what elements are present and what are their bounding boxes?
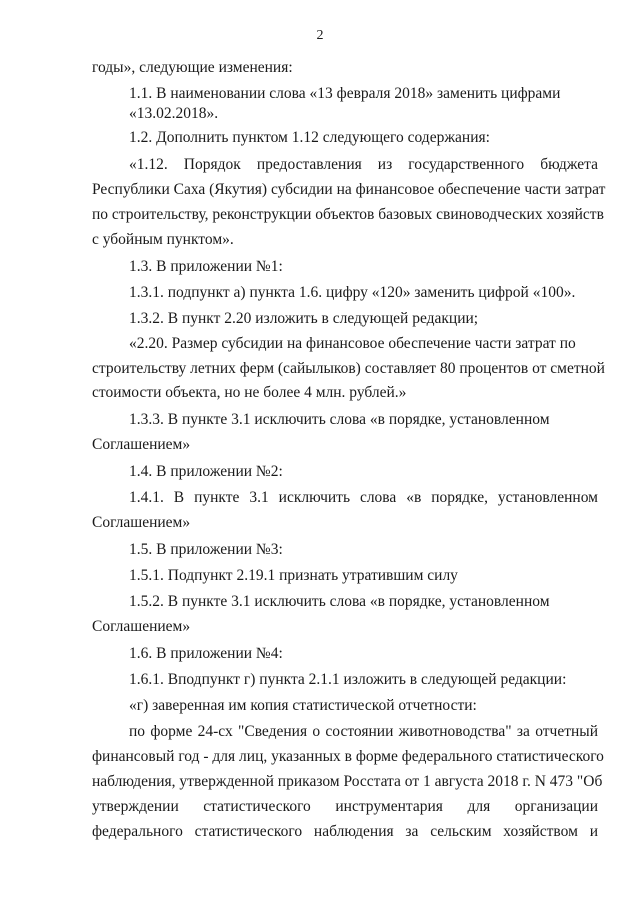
text-line: 1.5. В приложении №3: — [129, 541, 283, 558]
text-line: 1.1. В наименовании слова «13 февраля 2018» заменить цифрами — [129, 85, 561, 102]
text-line: 1.4. В приложении №2: — [129, 463, 283, 480]
text-line: наблюдения, утвержденной приказом Росстата от 1 августа 2018 г. N 473 "Об — [92, 773, 603, 790]
text-line: по строительству, реконструкции объектов базовых свиноводческих хозяйств — [92, 206, 604, 223]
text-line: утверждении статистического инструментария для организации — [92, 798, 598, 815]
text-line: Соглашением» — [92, 514, 191, 531]
text-line: 1.5.1. Подпункт 2.19.1 признать утратившим силу — [129, 567, 458, 584]
text-line: 1.3. В приложении №1: — [129, 258, 283, 275]
text-line: 1.5.2. В пункте 3.1 исключить слова «в порядке, установленном — [129, 593, 550, 610]
text-line: строительству летних ферм (сайылыков) составляет 80 процентов от сметной — [92, 360, 605, 377]
text-line: 1.3.1. подпункт а) пункта 1.6. цифру «120» заменить цифрой «100». — [129, 284, 576, 301]
text-line: годы», следующие изменения: — [92, 59, 293, 76]
text-line: Соглашением» — [92, 618, 191, 635]
text-line: «г) заверенная им копия статистической отчетности: — [129, 697, 477, 714]
text-line: 1.3.2. В пункт 2.20 изложить в следующей редакции; — [129, 310, 479, 327]
text-line: с убойным пунктом». — [92, 231, 234, 248]
text-line: 1.3.3. В пункте 3.1 исключить слова «в порядке, установленном — [129, 411, 550, 428]
text-line: стоимости объекта, но не более 4 млн. рублей.» — [92, 384, 407, 401]
text-line: по форме 24-сх "Сведения о состоянии животноводства" за отчетный — [129, 723, 598, 740]
text-line: 1.6. В приложении №4: — [129, 645, 283, 662]
text-line: Соглашением» — [92, 436, 191, 453]
text-line: 1.6.1. Вподпункт г) пункта 2.1.1 изложить в следующей редакции: — [129, 671, 567, 688]
text-line: финансовый год - для лиц, указанных в форме федерального статистического — [92, 748, 604, 765]
text-line: 1.4.1. В пункте 3.1 исключить слова «в порядке, установленном — [129, 489, 598, 506]
text-line: 1.2. Дополнить пунктом 1.12 следующего содержания: — [129, 129, 490, 146]
page-number: 2 — [316, 28, 324, 43]
text-line: «13.02.2018». — [129, 105, 219, 122]
text-line: «1.12. Порядок предоставления из государственного бюджета — [129, 156, 598, 173]
text-line: федерального статистического наблюдения за сельским хозяйством и — [92, 823, 598, 840]
text-line: «2.20. Размер субсидии на финансовое обеспечение части затрат по — [129, 335, 576, 352]
text-line: Республики Саха (Якутия) субсидии на финансовое обеспечение части затрат — [92, 181, 606, 198]
